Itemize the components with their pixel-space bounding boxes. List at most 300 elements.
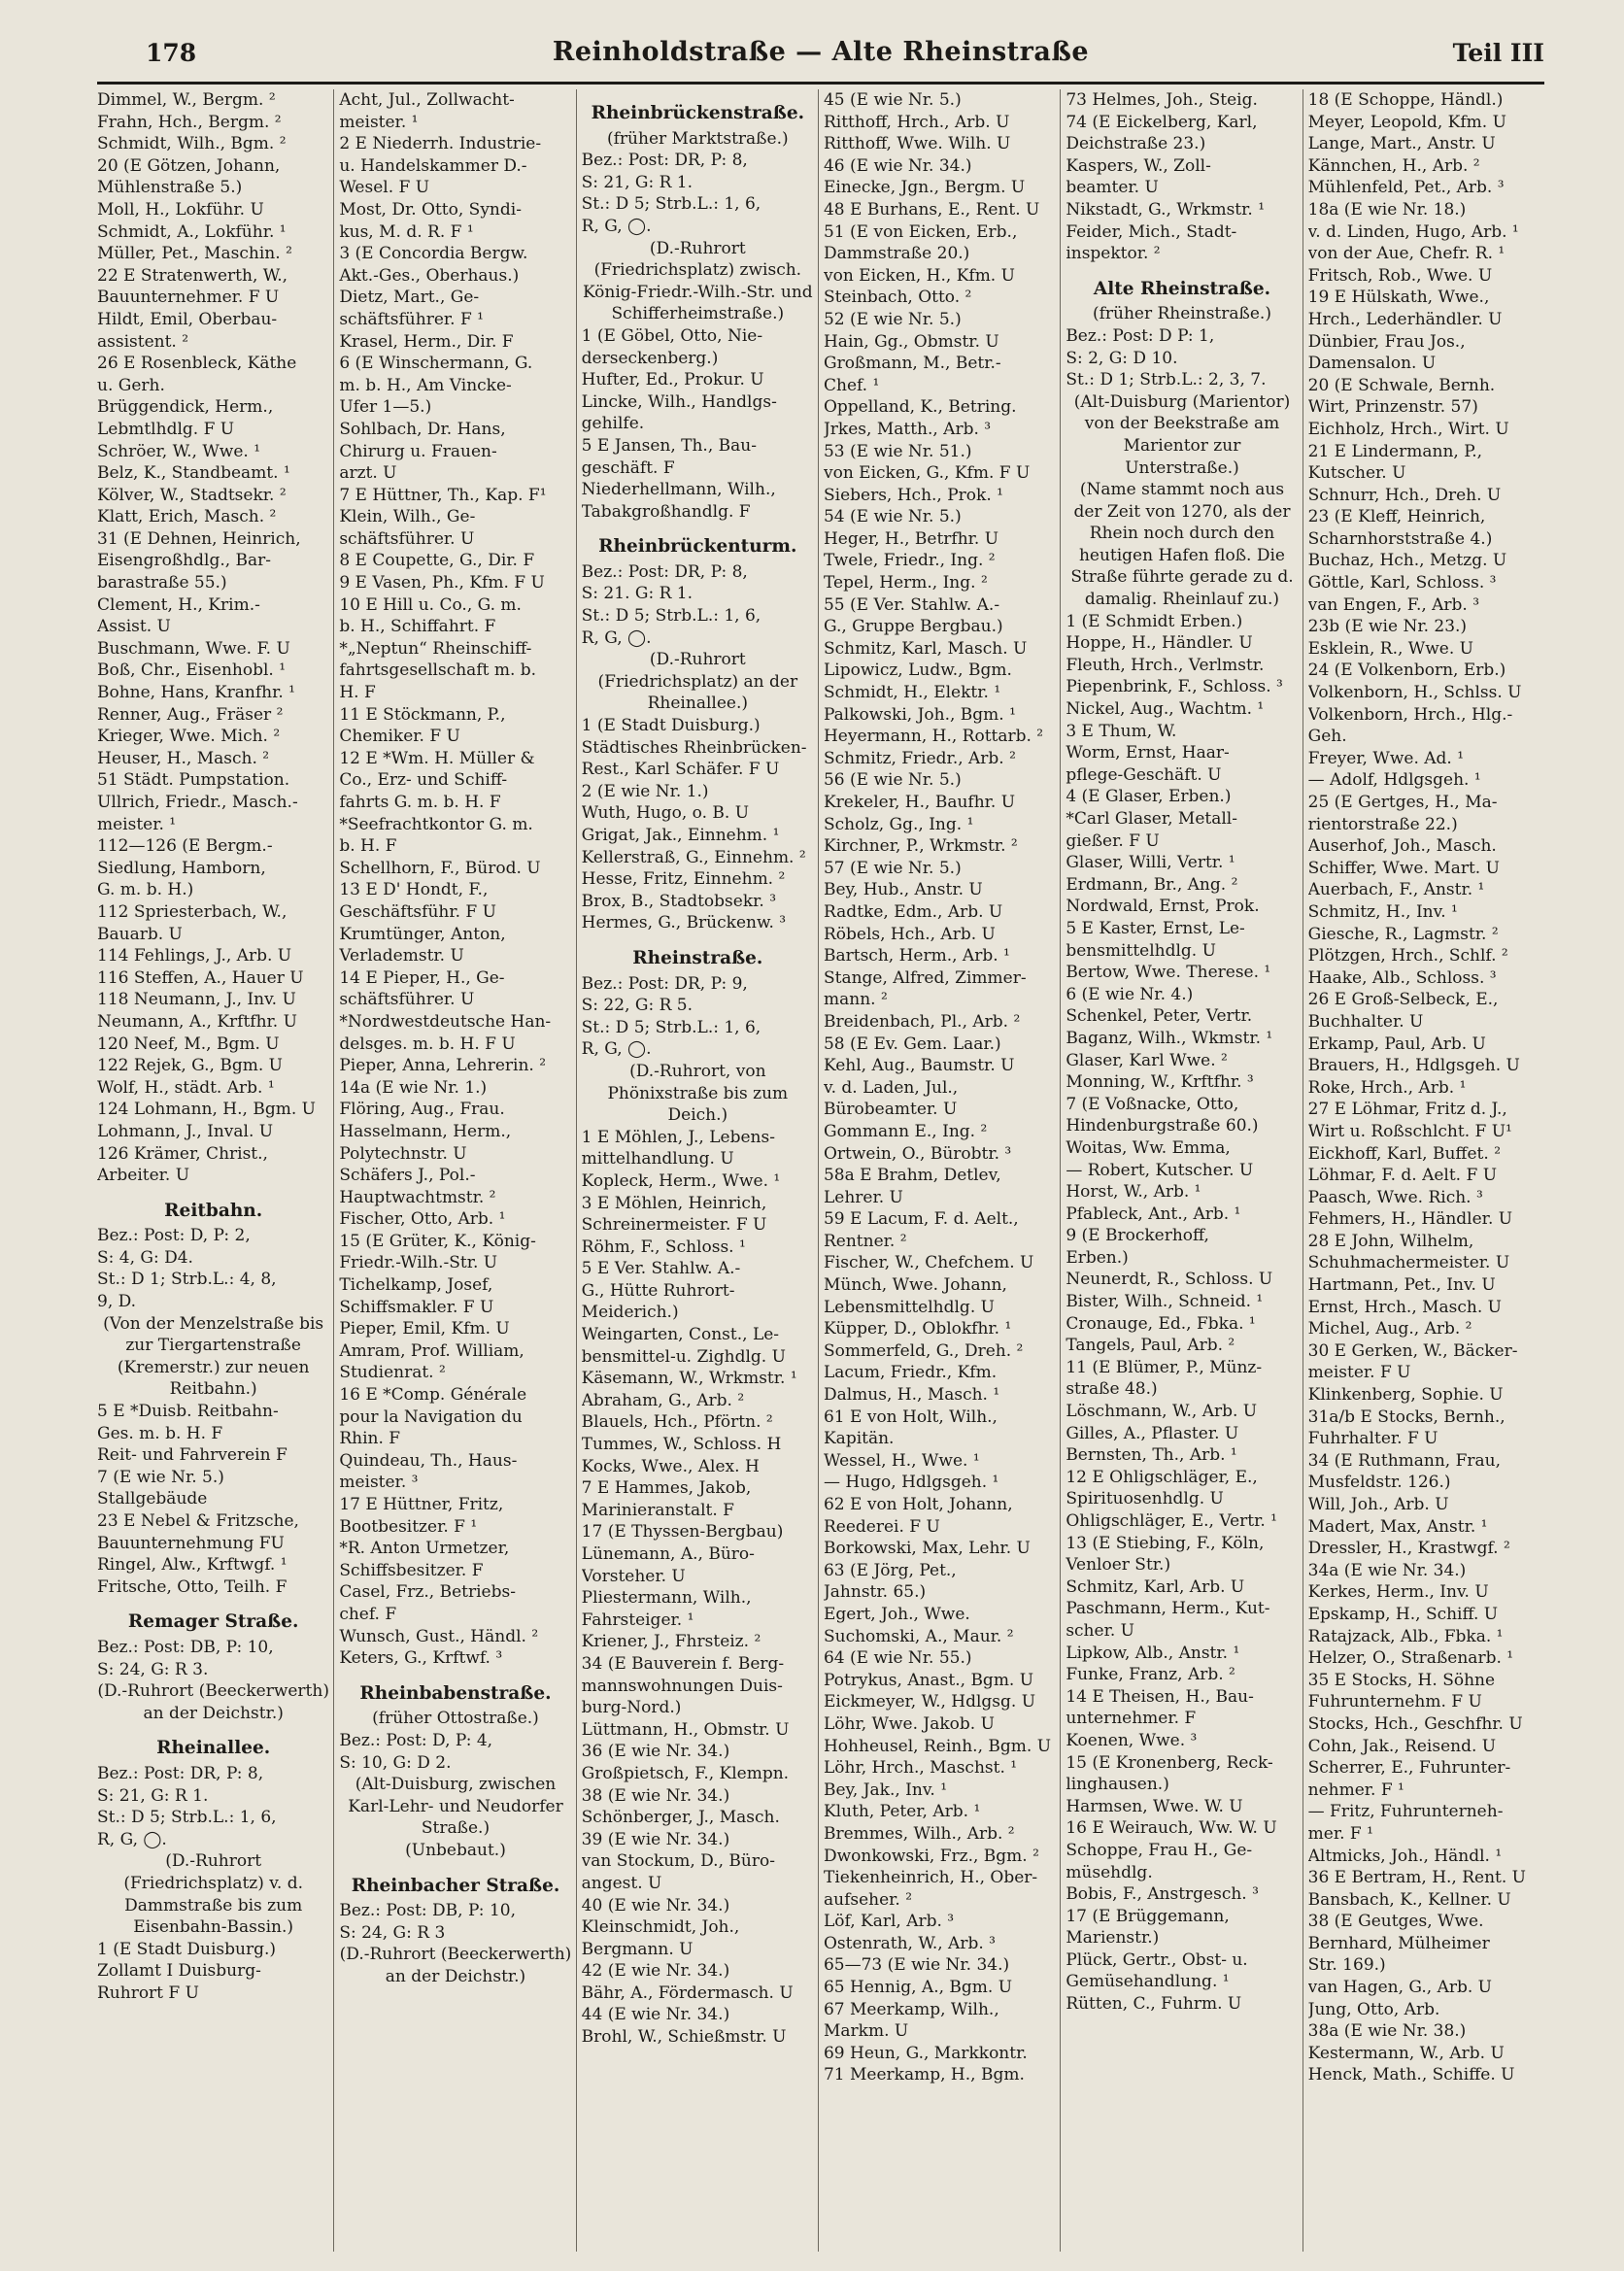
directory-entry: Madert, Max, Anstr. ¹ <box>1307 1516 1488 1537</box>
directory-entry: 112—126 (E Bergm.- <box>97 836 273 857</box>
directory-entry: nehmer. F ¹ <box>1307 1780 1404 1800</box>
directory-entry: Hohheusel, Reinh., Bgm. U <box>823 1736 1052 1756</box>
directory-entry: Oppelland, K., Betring. <box>823 397 1017 418</box>
directory-entry: Küpper, D., Oblokfhr. ¹ <box>823 1319 1012 1339</box>
directory-entry: Hrch., Lederhändler. U <box>1307 309 1503 329</box>
directory-entry: Reederei. F U <box>823 1516 940 1537</box>
district-info: Bez.: Post: DB, P: 10, <box>97 1637 274 1657</box>
directory-entry: Blauels, Hch., Pförtn. ² <box>581 1412 773 1433</box>
directory-entry: schäftsführer. F ¹ <box>339 309 484 329</box>
directory-entry: 45 (E wie Nr. 5.) <box>823 90 962 110</box>
directory-entry: Lacum, Friedr., Kfm. <box>823 1363 998 1383</box>
directory-entry: Schmidt, A., Lokführ. ¹ <box>97 221 287 242</box>
directory-entry: Marinieranstalt. F <box>581 1500 734 1520</box>
directory-entry: Friedr.-Wilh.-Str. U <box>339 1253 498 1273</box>
directory-entry: Roke, Hrch., Arb. ¹ <box>1307 1077 1467 1098</box>
directory-entry: mer. F ¹ <box>1307 1823 1373 1844</box>
directory-entry: Scharnhorststraße 4.) <box>1307 528 1493 549</box>
directory-entry: Wuth, Hugo, o. B. U <box>581 803 750 824</box>
directory-entry: Boß, Chr., Eisenhobl. ¹ <box>97 661 287 681</box>
directory-entry: Schmitz, H., Inv. ¹ <box>1307 901 1458 922</box>
directory-entry: 16 E *Comp. Générale <box>339 1385 527 1406</box>
directory-entry: Grigat, Jak., Einnehm. ¹ <box>581 826 780 845</box>
directory-entry: Haake, Alb., Schloss. ³ <box>1307 967 1497 988</box>
directory-entry: Buchaz, Hch., Metzg. U <box>1307 551 1507 571</box>
directory-entry: 1 (E Stadt Duisburg.) <box>97 1939 277 1959</box>
directory-entry: Löhr, Wwe. Jakob. U <box>823 1713 995 1734</box>
district-info: Bez.: Post: D, P: 4, <box>339 1730 493 1750</box>
directory-entry: Hindenburgstraße 60.) <box>1066 1116 1259 1136</box>
directory-entry: Ostenrath, W., Arb. ³ <box>823 1933 996 1953</box>
directory-entry: Kaspers, W., Zoll- <box>1066 155 1211 176</box>
directory-entry: *R. Anton Urmetzer, <box>339 1539 510 1559</box>
directory-entry: 51 (E von Eicken, Erb., <box>823 221 1018 242</box>
directory-entry: 19 E Hülskath, Wwe., <box>1307 288 1490 308</box>
directory-entry: 35 E Stocks, H. Söhne <box>1307 1670 1496 1690</box>
directory-entry: von Eicken, H., Kfm. U <box>823 265 1015 286</box>
directory-entry: Cronauge, Ed., Fbka. ¹ <box>1066 1313 1256 1334</box>
directory-entry: Abraham, G., Arb. ² <box>581 1390 745 1410</box>
directory-entry: Meyer, Leopold, Kfm. U <box>1307 112 1506 132</box>
directory-entry: *Carl Glaser, Metall- <box>1066 809 1237 829</box>
directory-entry: Markm. U <box>823 2021 909 2042</box>
directory-entry: müsehdlg. <box>1066 1862 1153 1882</box>
directory-entry: Schmitz, Friedr., Arb. ² <box>823 748 1016 768</box>
directory-entry: Müller, Pet., Maschin. ² <box>97 244 292 264</box>
directory-entry: Lünemann, A., Büro- <box>581 1544 755 1564</box>
directory-entry: Nikstadt, G., Wrkmstr. ¹ <box>1066 199 1266 220</box>
directory-entry: Wolf, H., städt. Arb. ¹ <box>97 1077 275 1098</box>
directory-entry: Tepel, Herm., Ing. ² <box>823 573 988 593</box>
directory-entry: Lüttmann, H., Obmstr. U <box>581 1719 790 1740</box>
page-header <box>97 37 1544 85</box>
directory-entry: Schiffsmakler. F U <box>339 1297 494 1317</box>
directory-entry: schäftsführer. U <box>339 528 475 549</box>
directory-entry: Ernst, Hrch., Masch. U <box>1307 1297 1502 1317</box>
directory-entry: Bauunternehmung FU <box>97 1533 285 1553</box>
directory-entry: 65 Hennig, A., Bgm. U <box>823 1978 1013 1998</box>
directory-entry: mann. ² <box>823 990 888 1010</box>
street-heading: Rheinbabenstraße. <box>359 1682 552 1704</box>
directory-entry: Fritsch, Rob., Wwe. U <box>1307 265 1493 286</box>
directory-entry: Ringel, Alw., Krftwgf. ¹ <box>97 1555 288 1576</box>
directory-entry: Kluth, Peter, Arb. ¹ <box>823 1802 981 1822</box>
directory-entry: Hesse, Fritz, Einnehm. ² <box>581 869 786 890</box>
directory-entry: Ritthoff, Wwe. Wilh. U <box>823 134 1011 154</box>
directory-entry: Klein, Wilh., Ge- <box>339 507 476 527</box>
directory-entry: Käsemann, W., Wrkmstr. ¹ <box>581 1369 797 1389</box>
district-info: R, G, ◯. <box>581 627 652 648</box>
section-label: Teil III <box>1452 39 1544 67</box>
directory-entry: 46 (E wie Nr. 34.) <box>823 155 972 176</box>
directory-entry: Göttle, Karl, Schloss. ³ <box>1307 573 1497 593</box>
directory-entry: m. b. H., Am Vincke- <box>339 375 512 395</box>
directory-entry: Neunerdt, R., Schloss. U <box>1066 1270 1273 1290</box>
directory-entry: 15 (E Grüter, K., König- <box>339 1231 536 1251</box>
directory-entry: 2 (E wie Nr. 1.) <box>581 781 709 801</box>
directory-entry: 52 (E wie Nr. 5.) <box>823 309 962 329</box>
directory-entry: 73 Helmes, Joh., Steig. <box>1066 90 1258 110</box>
directory-entry: 17 (E Thyssen-Bergbau) <box>581 1522 784 1542</box>
district-info: Bez.: Post: DR, P: 8, <box>97 1763 264 1783</box>
directory-entry: Eichholz, Hrch., Wirt. U <box>1307 419 1509 439</box>
directory-entry: Kännchen, H., Arb. ² <box>1307 155 1480 176</box>
directory-entry: Bey, Hub., Anstr. U <box>823 880 983 900</box>
directory-entry: Volkenborn, H., Schlss. U <box>1307 683 1522 703</box>
directory-entry: 57 (E wie Nr. 5.) <box>823 858 962 878</box>
directory-entry: Hartmann, Pet., Inv. U <box>1307 1275 1496 1296</box>
directory-entry: Paasch, Wwe. Rich. ³ <box>1307 1187 1483 1207</box>
street-note: (früher Marktstraße.) <box>607 128 789 149</box>
directory-entry: Ohligschläger, E., Vertr. ¹ <box>1066 1511 1277 1531</box>
directory-entry: 122 Rejek, G., Bgm. U <box>97 1056 283 1076</box>
directory-entry: Eickmeyer, W., Hdlgsg. U <box>823 1692 1036 1712</box>
directory-entry: 67 Meerkamp, Wilh., <box>823 1999 999 2019</box>
directory-entry: *Nordwestdeutsche Han- <box>339 1011 552 1032</box>
directory-entry: Damensalon. U <box>1307 354 1437 374</box>
directory-entry: 71 Meerkamp, H., Bgm. <box>823 2065 1025 2085</box>
directory-entry: Bernsten, Th., Arb. ¹ <box>1066 1445 1237 1466</box>
directory-entry: Schnurr, Hch., Dreh. U <box>1307 485 1502 505</box>
directory-entry: Großpietsch, F., Klempn. <box>581 1763 790 1783</box>
directory-entry: Städtisches Rheinbrücken- <box>581 737 807 758</box>
directory-entry: Schoppe, Frau H., Ge- <box>1066 1840 1253 1860</box>
directory-entry: Schiffsbesitzer. F <box>339 1560 484 1580</box>
directory-entry: Auserhof, Joh., Masch. <box>1307 836 1497 857</box>
directory-entry: 28 E John, Wilhelm, <box>1307 1231 1474 1251</box>
directory-entry: Egert, Joh., Wwe. <box>823 1604 970 1624</box>
directory-entry: 38 (E Geutges, Wwe. <box>1307 1912 1484 1932</box>
directory-entry: Stocks, Hch., Geschfhr. U <box>1307 1713 1523 1734</box>
directory-entry: 31a/b E Stocks, Bernh., <box>1307 1407 1506 1427</box>
directory-entry: Fuhrunternehm. F U <box>1307 1692 1482 1712</box>
directory-entry: Hauptwachtmstr. ² <box>339 1187 496 1207</box>
directory-entry: Bürobeamter. U <box>823 1100 958 1120</box>
directory-entry: Marienstr.) <box>1066 1928 1160 1949</box>
directory-entry: Pieper, Emil, Kfm. U <box>339 1319 510 1339</box>
directory-entry: Krasel, Herm., Dir. F <box>339 331 514 352</box>
directory-entry: Michel, Aug., Arb. ² <box>1307 1319 1472 1339</box>
directory-entry: Eisengroßhdlg., Bar- <box>97 551 272 571</box>
district-info: Bez.: Post: DR, P: 9, <box>581 973 748 994</box>
directory-entry: Schiffer, Wwe. Mart. U <box>1307 858 1500 878</box>
directory-entry: Klinkenberg, Sophie. U <box>1307 1385 1504 1406</box>
directory-entry: Altmicks, Joh., Händl. ¹ <box>1307 1846 1503 1866</box>
directory-entry: Bähr, A., Fördermasch. U <box>581 1983 794 2003</box>
directory-entry: scher. U <box>1066 1620 1134 1641</box>
directory-entry: kus, M. d. R. F ¹ <box>339 221 474 242</box>
directory-entry: 24 (E Volkenborn, Erb.) <box>1307 661 1506 681</box>
directory-entry: 59 E Lacum, F. d. Aelt., <box>823 1209 1019 1230</box>
directory-entry: Helzer, O., Straßenarb. ¹ <box>1307 1648 1514 1669</box>
directory-entry: Erben.) <box>1066 1247 1129 1268</box>
directory-entry: 56 (E wie Nr. 5.) <box>823 770 962 791</box>
directory-entry: Neumann, A., Krftfhr. U <box>97 1011 297 1032</box>
directory-entry: Lipkow, Alb., Anstr. ¹ <box>1066 1643 1240 1663</box>
directory-entry: Jahnstr. 65.) <box>823 1582 927 1603</box>
directory-entry: Epskamp, H., Schiff. U <box>1307 1604 1499 1624</box>
directory-entry: Bohne, Hans, Kranfhr. ¹ <box>97 683 295 703</box>
street-note: (früher Rheinstraße.) <box>1092 304 1271 324</box>
directory-entry: Polytechnstr. U <box>339 1143 467 1164</box>
directory-entry: 69 Heun, G., Markkontr. <box>823 2043 1028 2063</box>
directory-entry: Tichelkamp, Josef, <box>339 1275 493 1296</box>
directory-entry: Bernhard, Mülheimer <box>1307 1933 1490 1953</box>
street-note: (Alt-Duisburg, zwischen Karl-Lehr- und Neudorfer Straße.) <box>348 1775 563 1839</box>
directory-entry: Akt.-Ges., Oberhaus.) <box>339 265 520 286</box>
directory-entry: Kopleck, Herm., Wwe. ¹ <box>581 1170 781 1191</box>
district-info: S: 22, G: R 5. <box>581 996 694 1016</box>
directory-entry: van Engen, F., Arb. ³ <box>1307 594 1480 615</box>
directory-entry: van Stockum, D., Büro- <box>581 1851 775 1872</box>
column-2 <box>339 89 576 2252</box>
directory-entry: Amram, Prof. William, <box>339 1340 524 1361</box>
directory-entry: Eickhoff, Karl, Buffet. ² <box>1307 1143 1502 1164</box>
directory-entry: delsges. m. b. H. F U <box>339 1034 516 1054</box>
directory-entry: Geh. <box>1307 727 1347 747</box>
street-note: (D.-Ruhrort (Friedrichsplatz) an der Rheinallee.) <box>597 650 798 714</box>
directory-entry: Ruhrort F U <box>97 1983 199 2003</box>
directory-entry: 11 E Stöckmann, P., <box>339 704 506 725</box>
directory-entry: Venloer Str.) <box>1066 1555 1171 1576</box>
street-heading: Remager Straße. <box>127 1611 299 1633</box>
directory-entry: Meiderich.) <box>581 1303 679 1323</box>
directory-entry: 36 (E wie Nr. 34.) <box>581 1742 730 1762</box>
directory-entry: Löschmann, W., Arb. U <box>1066 1402 1258 1422</box>
directory-entry: fahrts G. m. b. H. F <box>339 793 501 812</box>
directory-entry: Spirituosenhdlg. U <box>1066 1489 1224 1509</box>
directory-entry: Pieper, Anna, Lehrerin. ² <box>339 1056 547 1076</box>
directory-entry: straße 48.) <box>1066 1379 1158 1400</box>
directory-entry: Chemiker. F U <box>339 727 460 747</box>
directory-entry: 20 (E Schwale, Bernh. <box>1307 375 1496 395</box>
directory-entry: 53 (E wie Nr. 51.) <box>823 441 972 461</box>
directory-entry: Volkenborn, Hrch., Hlg.- <box>1307 704 1513 725</box>
directory-entry: Bansbach, K., Kellner. U <box>1307 1889 1511 1910</box>
directory-entry: Tangels, Paul, Arb. ² <box>1066 1336 1235 1356</box>
directory-entry: Schäfers J., Pol.- <box>339 1166 476 1186</box>
directory-entry: Chef. ¹ <box>823 375 880 395</box>
directory-entry: Wessel, H., Wwe. ¹ <box>823 1450 980 1471</box>
running-title: Reinholdstraße — Alte Rheinstraße <box>552 37 1090 67</box>
directory-entry: Kleinschmidt, Joh., <box>581 1917 740 1938</box>
directory-entry: 13 E D' Hondt, F., <box>339 880 489 900</box>
directory-entry: 44 (E wie Nr. 34.) <box>581 2005 730 2025</box>
directory-entry: Buschmann, Wwe. F. U <box>97 638 290 659</box>
directory-entry: geschäft. F <box>581 458 675 478</box>
directory-entry: 31 (E Dehnen, Heinrich, <box>97 528 301 549</box>
directory-entry: Fischer, Otto, Arb. ¹ <box>339 1209 506 1230</box>
directory-entry: 23b (E wie Nr. 23.) <box>1307 617 1468 637</box>
directory-entry: meister. ¹ <box>339 112 419 132</box>
directory-entry: Clement, H., Krim.- <box>97 594 260 615</box>
directory-entry: 18 (E Schoppe, Händl.) <box>1307 90 1504 110</box>
directory-entry: Großmann, M., Betr.- <box>823 354 1001 374</box>
directory-entry: Studienrat. ² <box>339 1363 446 1383</box>
directory-entry: Casel, Frz., Betriebs- <box>339 1582 516 1603</box>
directory-entry: Lebmtlhdlg. F U <box>97 419 235 439</box>
directory-entry: — Robert, Kutscher. U <box>1066 1160 1254 1180</box>
directory-entry: Belz, K., Standbeamt. ¹ <box>97 463 290 484</box>
directory-entry: u. Gerh. <box>97 375 165 395</box>
street-heading: Rheinbrückenstraße. <box>591 103 805 123</box>
district-info: S: 4, G: D4. <box>97 1247 193 1268</box>
directory-entry: 20 (E Götzen, Johann, <box>97 155 281 176</box>
directory-entry: Siedlung, Hamborn, <box>97 858 266 878</box>
directory-entry: pour la Navigation du <box>339 1407 523 1427</box>
directory-entry: 58a E Brahm, Detlev, <box>823 1166 1001 1186</box>
directory-entry: Schenkel, Peter, Vertr. <box>1066 1006 1253 1027</box>
directory-entry: meister. ³ <box>339 1473 419 1493</box>
district-info: Bez.: Post: D, P: 2, <box>97 1226 251 1246</box>
directory-entry: Ratajzack, Alb., Fbka. ¹ <box>1307 1626 1504 1646</box>
directory-entry: gießer. F U <box>1066 830 1160 851</box>
directory-entry: 62 E von Holt, Johann, <box>823 1495 1013 1514</box>
directory-entry: Mühlenfeld, Pet., Arb. ³ <box>1307 178 1505 198</box>
directory-entry: Bister, Wilh., Schneid. ¹ <box>1066 1292 1264 1312</box>
directory-entry: Schmidt, Wilh., Bgm. ² <box>97 134 287 154</box>
directory-entry: Kölver, W., Stadtsekr. ² <box>97 485 287 505</box>
street-note: (D.-Ruhrort (Beeckerwerth) an der Deichstr.) <box>339 1945 572 1986</box>
district-info: Bez.: Post: DR, P: 8, <box>581 561 748 582</box>
directory-entry: Piepenbrink, F., Schloss. ³ <box>1066 677 1283 697</box>
directory-entry: Fehmers, H., Händler. U <box>1307 1209 1513 1230</box>
directory-entry: 17 (E Brüggemann, <box>1066 1906 1230 1926</box>
directory-entry: Fischer, W., Chefchem. U <box>823 1253 1034 1273</box>
directory-entry: Fleuth, Hrch., Verlmstr. <box>1066 655 1265 675</box>
district-info: S: 21, G: R 1. <box>581 172 694 192</box>
directory-entry: 74 (E Eickelberg, Karl, <box>1066 112 1258 132</box>
directory-entry: 34 (E Ruthmann, Frau, <box>1307 1450 1502 1471</box>
directory-entry: 5 E *Duisb. Reitbahn- <box>97 1402 279 1422</box>
directory-entry: 22 E Stratenwerth, W., <box>97 265 288 286</box>
directory-entry: Münch, Wwe. Johann, <box>823 1275 1007 1296</box>
directory-entry: 58 (E Ev. Gem. Laar.) <box>823 1034 1001 1054</box>
directory-entry: bensmittel-u. Zighdlg. U <box>581 1346 786 1367</box>
directory-entry: 5 E Ver. Stahlw. A.- <box>581 1259 741 1279</box>
district-info: S: 24, G: R 3 <box>339 1922 446 1943</box>
directory-entry: u. Handelskammer D.- <box>339 155 527 176</box>
directory-entry: 3 (E Concordia Bergw. <box>339 244 528 264</box>
directory-entry: — Adolf, Hdlgsgeh. ¹ <box>1307 770 1481 791</box>
directory-entry: G. m. b. H.) <box>97 880 194 900</box>
directory-entry: 7 E Hüttner, Th., Kap. F¹ <box>339 485 547 505</box>
directory-entry: Scholz, Gg., Ing. ¹ <box>823 814 974 834</box>
directory-entry: b. H. F <box>339 836 397 857</box>
directory-entry: Koenen, Wwe. ³ <box>1066 1730 1198 1750</box>
directory-entry: Schuhmachermeister. U <box>1307 1253 1510 1273</box>
directory-entry: Pfableck, Ant., Arb. ¹ <box>1066 1203 1241 1224</box>
directory-entry: 12 E Ohligschläger, E., <box>1066 1467 1258 1487</box>
directory-entry: van Hagen, G., Arb. U <box>1307 1978 1492 1998</box>
street-heading: Rheinbacher Straße. <box>351 1875 560 1896</box>
street-heading: Reitbahn. <box>164 1200 263 1221</box>
directory-entry: 54 (E wie Nr. 5.) <box>823 507 962 527</box>
directory-entry: Most, Dr. Otto, Syndi- <box>339 199 522 220</box>
district-info: S: 24, G: R 3. <box>97 1659 209 1679</box>
district-info: S: 21. G: R 1. <box>581 584 694 604</box>
directory-entry: 65—73 (E wie Nr. 34.) <box>823 1955 1010 1976</box>
directory-entry: Ortwein, O., Bürobtr. ³ <box>823 1143 1012 1164</box>
directory-entry: mannswohnungen Duis- <box>581 1676 783 1696</box>
directory-entry: gehilfe. <box>581 414 645 434</box>
directory-entry: Kapitän. <box>823 1429 895 1449</box>
directory-entry: Assist. U <box>97 617 171 637</box>
directory-entry: 7 (E Voßnacke, Otto, <box>1066 1094 1239 1114</box>
directory-entry: Dwonkowski, Frz., Bgm. ² <box>823 1846 1039 1866</box>
directory-entry: 48 E Burhans, E., Rent. U <box>823 199 1040 220</box>
directory-entry: Nordwald, Ernst, Prok. <box>1066 897 1260 917</box>
directory-entry: unternehmer. F <box>1066 1709 1197 1729</box>
district-info: St.: D 5; Strb.L.: 1, 6, <box>581 606 761 627</box>
directory-entry: Bergmann. U <box>581 1939 694 1959</box>
directory-entry: 14 E Theisen, H., Bau- <box>1066 1686 1254 1707</box>
directory-entry: Löf, Karl, Arb. ³ <box>823 1912 955 1932</box>
directory-entry: Kerkes, Herm., Inv. U <box>1307 1582 1489 1603</box>
directory-entry: pflege-Geschäft. U <box>1066 764 1222 785</box>
page-number: 178 <box>146 39 197 67</box>
directory-entry: Kestermann, W., Arb. U <box>1307 2043 1505 2063</box>
directory-entry: Twele, Friedr., Ing. ² <box>823 551 996 571</box>
directory-entry: Jung, Otto, Arb. <box>1307 1999 1440 2019</box>
directory-entry: Dimmel, W., Bergm. ² <box>97 90 276 110</box>
directory-entry: Frahn, Hch., Bergm. ² <box>97 112 282 132</box>
directory-entry: Bartsch, Herm., Arb. ¹ <box>823 946 1010 966</box>
directory-entry: Bauarb. U <box>97 924 183 944</box>
directory-entry: 40 (E wie Nr. 34.) <box>581 1895 730 1915</box>
directory-entry: arzt. U <box>339 463 397 484</box>
directory-entry: Arbeiter. U <box>97 1166 190 1186</box>
district-info: S: 21, G: R 1. <box>97 1785 209 1806</box>
directory-entry: Harmsen, Wwe. W. U <box>1066 1796 1243 1816</box>
directory-entry: derseckenberg.) <box>581 348 719 368</box>
directory-entry: Monning, W., Krftfhr. ³ <box>1066 1072 1254 1093</box>
street-heading: Rheinallee. <box>156 1738 271 1759</box>
directory-entry: Bey, Jak., Inv. ¹ <box>823 1780 948 1800</box>
directory-entry: bensmittelhdlg. U <box>1066 940 1216 961</box>
directory-entry: Erdmann, Br., Ang. ² <box>1066 874 1238 895</box>
directory-entry: mittelhandlung. U <box>581 1149 734 1169</box>
directory-entry: Woitas, Ww. Emma, <box>1066 1137 1231 1158</box>
directory-entry: Dünbier, Frau Jos., <box>1307 331 1466 352</box>
directory-entry: barastraße 55.) <box>97 573 227 593</box>
directory-entry: Krieger, Wwe. Mich. ² <box>97 727 281 747</box>
directory-entry: Hoppe, H., Händler. U <box>1066 633 1253 654</box>
directory-entry: 7 E Hammes, Jakob, <box>581 1478 752 1499</box>
directory-entry: inspektor. ² <box>1066 244 1161 264</box>
directory-entry: Nickel, Aug., Wachtm. ¹ <box>1066 699 1265 720</box>
directory-entry: Erkamp, Paul, Arb. U <box>1307 1034 1486 1054</box>
directory-entry: linghausen.) <box>1066 1775 1169 1795</box>
directory-entry: Löhmar, F. d. Aelt. F U <box>1307 1166 1498 1186</box>
directory-entry: Niederhellmann, Wilh., <box>581 480 776 500</box>
directory-entry: 3 E Thum, W. <box>1066 721 1177 741</box>
directory-entry: meister. ¹ <box>97 814 177 834</box>
directory-entry: Kutscher. U <box>1307 463 1406 484</box>
directory-entry: Zollamt I Duisburg- <box>97 1961 261 1982</box>
directory-entry: b. H., Schiffahrt. F <box>339 617 496 637</box>
directory-entry: Heger, H., Betrfhr. U <box>823 528 999 549</box>
directory-entry: Ritthoff, Hrch., Arb. U <box>823 112 1010 132</box>
directory-entry: Borkowski, Max, Lehr. U <box>823 1539 1031 1559</box>
directory-entry: 3 E Möhlen, Heinrich, <box>581 1193 767 1213</box>
directory-entry: 39 (E wie Nr. 34.) <box>581 1829 730 1849</box>
directory-entry: Fuhrhalter. F U <box>1307 1429 1438 1449</box>
directory-entry: 55 (E Ver. Stahlw. A.- <box>823 594 1000 615</box>
directory-entry: H. F <box>339 683 376 703</box>
street-note: (Alt-Duisburg (Marientor) von der Beekstraße am Marientor zur Unterstraße.) <box>1073 391 1291 478</box>
directory-entry: Krumtünger, Anton, <box>339 924 506 944</box>
